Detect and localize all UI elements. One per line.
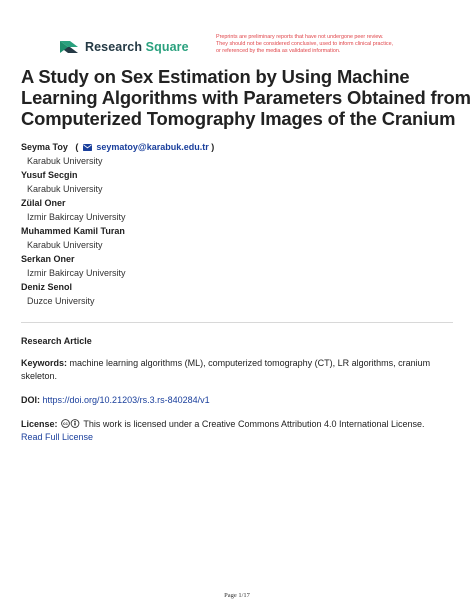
author-name: Serkan Oner xyxy=(21,254,75,264)
author-affiliation: Duzce University xyxy=(27,296,95,306)
author-affiliation: Karabuk University xyxy=(27,156,103,166)
author-list xyxy=(21,140,451,308)
article-type-section xyxy=(21,335,451,348)
license-text: This work is licensed under a Creative Commons Attribution 4.0 International License. xyxy=(83,419,425,429)
keywords-text-continued: skeleton. xyxy=(21,371,58,381)
author-name: Zülal Oner xyxy=(21,198,66,208)
brand-name xyxy=(85,40,189,54)
disclaimer-line: Preprints are preliminary reports that have not undergone peer review. xyxy=(216,34,384,40)
author-name: Deniz Senol xyxy=(21,282,73,292)
page-header xyxy=(58,36,458,60)
page-footer xyxy=(0,592,474,599)
svg-text:cc: cc xyxy=(63,421,68,427)
email-open-paren: ( xyxy=(70,142,79,152)
preprint-disclaimer xyxy=(216,34,466,55)
author-affiliation: Karabuk University xyxy=(27,240,103,250)
disclaimer-line: or referenced by the media as validated information. xyxy=(216,48,341,54)
license-label: License: xyxy=(21,419,58,429)
author-email-link[interactable]: seymatoy@karabuk.edu.tr xyxy=(96,142,209,152)
doi-label: DOI: xyxy=(21,395,40,405)
author-entry xyxy=(21,224,451,252)
keywords-section xyxy=(21,357,451,383)
author-name: Yusuf Secgin xyxy=(21,170,78,180)
doi-link[interactable]: https://doi.org/10.21203/rs.3.rs-840284/v1 xyxy=(42,395,210,405)
brand-name-part1: Research xyxy=(85,40,143,54)
section-divider xyxy=(21,322,453,323)
email-close-paren: ) xyxy=(211,142,215,152)
author-name-text: Seyma Toy xyxy=(21,142,68,152)
research-square-logo-icon xyxy=(58,37,80,57)
disclaimer-line: They should not be considered conclusive, used to inform clinical practice, xyxy=(216,41,394,47)
title-line: Computerized Tomography Images of the Cranium xyxy=(21,108,456,129)
keywords-text: machine learning algorithms (ML), computerized tomography (CT), LR algorithms, cranium xyxy=(69,358,431,368)
author-entry xyxy=(21,252,451,280)
article-type: Research Article xyxy=(21,336,92,346)
author-entry xyxy=(21,168,451,196)
read-full-license-link[interactable]: Read Full License xyxy=(21,432,94,442)
author-entry xyxy=(21,196,451,224)
keywords-label: Keywords: xyxy=(21,358,68,368)
author-entry xyxy=(21,280,451,308)
creative-commons-icon xyxy=(61,419,80,428)
author-affiliation: Karabuk University xyxy=(27,184,103,194)
title-line: A Study on Sex Estimation by Using Machine xyxy=(21,66,410,87)
paper-title xyxy=(21,66,471,129)
research-square-logo[interactable] xyxy=(58,37,189,57)
envelope-icon xyxy=(83,144,92,151)
license-section xyxy=(21,418,451,444)
page-number: Page 1/17 xyxy=(224,592,250,599)
doi-section xyxy=(21,394,451,407)
author-entry xyxy=(21,140,451,168)
brand-name-part2: Square xyxy=(145,40,189,54)
author-affiliation: Izmir Bakircay University xyxy=(27,212,126,222)
author-affiliation: Izmir Bakircay University xyxy=(27,268,126,278)
author-name: Muhammed Kamil Turan xyxy=(21,226,125,236)
title-line: Learning Algorithms with Parameters Obtained from xyxy=(21,87,471,108)
author-name xyxy=(21,140,451,154)
